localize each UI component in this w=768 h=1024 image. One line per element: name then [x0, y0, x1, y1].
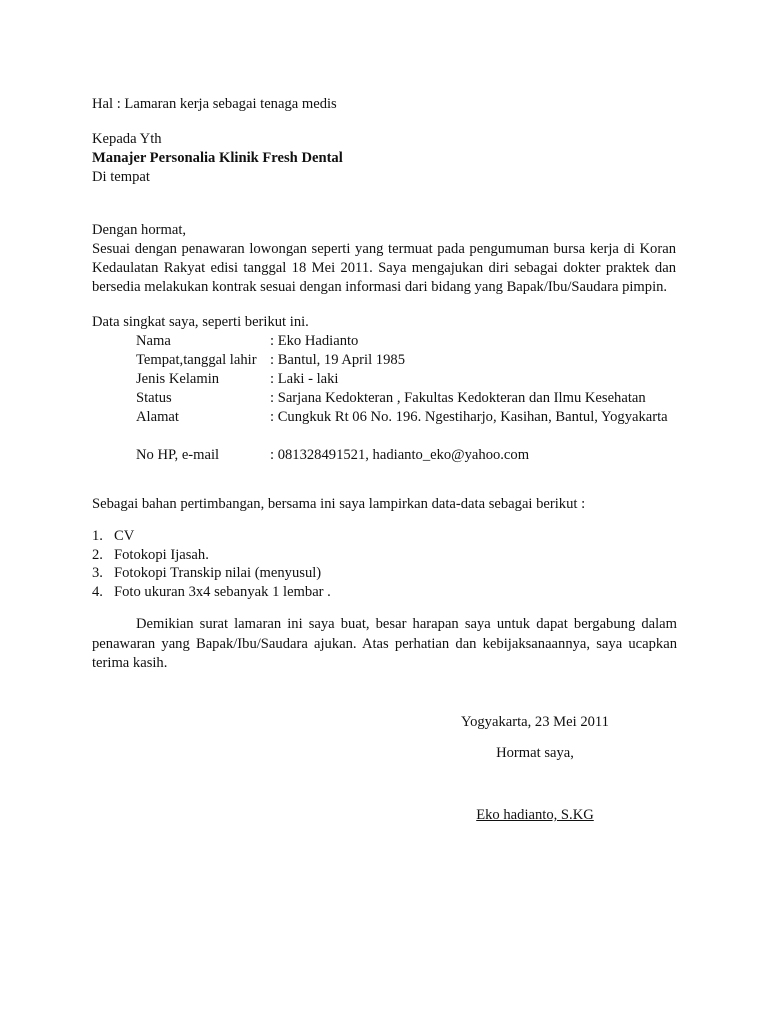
personal-data-row [136, 370, 677, 389]
greeting: Dengan hormat, [92, 222, 187, 238]
attachment-text: Foto ukuran 3x4 sebanyak 1 lembar . [114, 583, 331, 600]
attachment-number: 1. [92, 528, 103, 544]
personal-data-label: Status [136, 390, 172, 406]
personal-data-label: Jenis Kelamin [136, 371, 220, 387]
personal-data-list [136, 332, 677, 465]
personal-data-value: : Cungkuk Rt 06 No. 196. Ngestiharjo, Kasihan, Bantul, Yogyakarta [270, 409, 668, 425]
attachment-text: Fotokopi Ijasah. [114, 546, 209, 563]
personal-data-value: : Bantul, 19 April 1985 [270, 352, 405, 368]
personal-data-label: Nama [136, 333, 171, 349]
personal-data-row [136, 446, 677, 465]
personal-data-value: : 081328491521, hadianto_eko@yahoo.com [270, 447, 530, 463]
closing-paragraph: Demikian surat lamaran ini saya buat, besar harapan saya untuk dapat bergabung dalam penawaran yang Bapak/Ibu/Saudara ajukan. Atas perhatian dan kebijaksanaannya, saya ucapkan terima kasih. [92, 616, 677, 671]
data-intro: Data singkat saya, seperti berikut ini. [92, 314, 309, 330]
attachment-number: 4. [92, 583, 103, 600]
place-date: Yogyakarta, 23 Mei 2011 [461, 714, 609, 730]
personal-data-value: : Eko Hadianto [270, 333, 359, 349]
personal-data-value: : Sarjana Kedokteran , Fakultas Kedokteran dan Ilmu Kesehatan [270, 390, 646, 406]
personal-data-row [136, 332, 677, 351]
attachments-intro: Sebagai bahan pertimbangan, bersama ini saya lampirkan data-data sebagai berikut : [92, 496, 586, 512]
attachments-list [92, 527, 331, 601]
personal-data-row [136, 408, 677, 427]
subject-line: Hal : Lamaran kerja sebagai tenaga medis [92, 96, 337, 112]
recipient-place: Di tempat [92, 169, 150, 185]
recipient-salutation: Kepada Yth [92, 131, 162, 147]
attachment-item [92, 583, 331, 602]
attachment-text: CV [114, 528, 135, 544]
personal-data-row [136, 389, 677, 408]
personal-data-value: : Laki - laki [270, 371, 339, 387]
attachment-text: Fotokopi Transkip nilai (menyusul) [114, 565, 322, 581]
personal-data-label: No HP, e-mail [136, 447, 220, 463]
personal-data-label: Alamat [136, 409, 179, 425]
attachment-item [92, 527, 331, 546]
sign-off: Hormat saya, [496, 745, 574, 761]
attachment-number: 2. [92, 546, 103, 563]
personal-data-row [136, 351, 677, 370]
intro-paragraph: Sesuai dengan penawaran lowongan seperti yang termuat pada pengumuman bursa kerja di Koran Kedaulatan Rakyat edisi tanggal 18 Mei 2011. Saya mengajukan diri sebagai dokter praktek dan bersedia melakukan kontrak sesuai dengan informasi dari bidang yang Bapak/Ibu/Saudara pimpin. [92, 241, 676, 296]
personal-data-label: Tempat,tanggal lahir [136, 352, 257, 368]
attachment-number: 3. [92, 565, 103, 581]
recipient-name: Manajer Personalia Klinik Fresh Dental [92, 150, 343, 166]
signer-name: Eko hadianto, S.KG [476, 807, 594, 823]
attachment-item [92, 546, 331, 565]
attachment-item [92, 564, 331, 583]
